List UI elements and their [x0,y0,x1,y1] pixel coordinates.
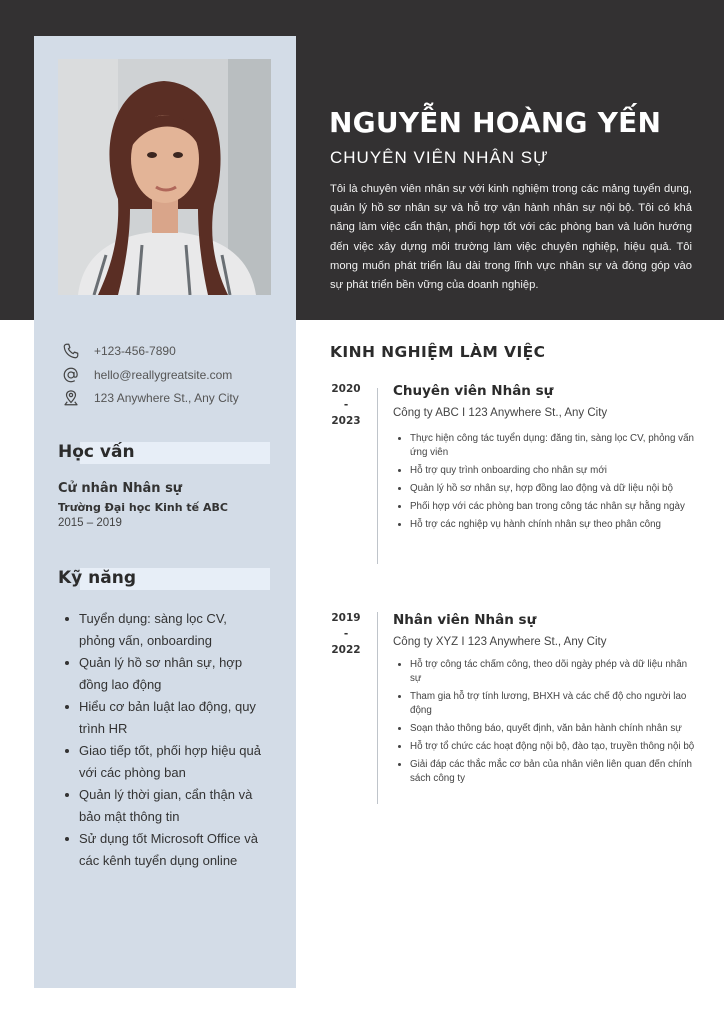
skills-list [62,608,262,872]
email-text: hello@reallygreatsite.com [94,368,233,382]
job-1-company: Công ty ABC I 123 Anywhere St., Any City [393,407,608,419]
duty-item: Giải đáp các thắc mắc cơ bản của nhân viên liên quan đến chính sách công ty [397,758,697,786]
skill-item: Hiểu cơ bản luật lao động, quy trình HR [62,696,262,740]
profile-summary: Tôi là chuyên viên nhân sự với kinh nghiệm trong các mảng tuyển dụng, quản lý hồ sơ nhân sự và hỗ trợ vận hành nhân sự nội bộ. Tôi có khả năng làm việc cẩn thận, phối hợp tốt với các phòng ban và luôn hướng đến việc xây dựng môi trường làm việc chuyên nghiệp, hiệu quả. Tôi mong muốn phát triển lâu dài trong lĩnh vực nhân sự và đóng góp vào sự phát triển bền vững của doanh nghiệp. [330,183,692,292]
skill-item: Quản lý hồ sơ nhân sự, hợp đồng lao động [62,652,262,696]
experience-heading: KINH NGHIỆM LÀM VIỆC [330,343,546,361]
skill-item: Tuyển dụng: sàng lọc CV, phỏng vấn, onboarding [62,608,262,652]
candidate-role: CHUYÊN VIÊN NHÂN SỰ [330,148,549,167]
duty-item: Thực hiện công tác tuyển dụng: đăng tin, sàng lọc CV, phỏng vấn ứng viên [397,432,697,460]
job-1-duties [397,432,697,536]
duty-item: Quản lý hồ sơ nhân sự, hợp đồng lao động và dữ liệu nội bộ [397,482,697,496]
job-2-end-year: 2022 [331,644,361,656]
contact-address [62,388,282,408]
skills-heading: Kỹ năng [58,568,137,588]
duty-item: Hỗ trợ các nghiệp vụ hành chính nhân sự theo phân công [397,518,697,532]
address-text: 123 Anywhere St., Any City [94,391,239,405]
skill-item: Quản lý thời gian, cẩn thận và bảo mật thông tin [62,784,262,828]
phone-text: +123-456-7890 [94,344,176,358]
education-school: Trường Đại học Kinh tế ABC [58,501,228,514]
job-1-years [322,381,370,429]
contact-email [62,365,282,385]
duty-item: Soạn thảo thông báo, quyết định, văn bản hành chính nhân sự [397,722,697,736]
job-2-start-year: 2019 [331,612,361,624]
education-degree: Cử nhân Nhân sự [58,481,183,496]
job-1-timeline-line [377,388,378,564]
job-2-dash: - [343,628,349,640]
duty-item: Tham gia hỗ trợ tính lương, BHXH và các chế độ cho người lao động [397,690,697,718]
job-2-duties [397,658,697,790]
phone-icon [62,342,80,360]
duty-item: Hỗ trợ quy trình onboarding cho nhân sự mới [397,464,697,478]
education-heading: Học vấn [58,442,135,462]
job-2-timeline-line [377,612,378,804]
job-2-title: Nhân viên Nhân sự [393,612,537,628]
job-1-end-year: 2023 [331,415,361,427]
at-sign-icon [62,366,80,384]
profile-photo [58,59,271,295]
duty-item: Hỗ trợ công tác chấm công, theo dõi ngày phép và dữ liệu nhân sự [397,658,697,686]
job-2-years [322,610,370,658]
location-pin-icon [62,389,80,407]
job-1-start-year: 2020 [331,383,361,395]
skill-item: Sử dụng tốt Microsoft Office và các kênh tuyển dụng online [62,828,262,872]
candidate-name: NGUYỄN HOÀNG YẾN [329,106,662,139]
job-2-company: Công ty XYZ I 123 Anywhere St., Any City [393,636,607,648]
skill-item: Giao tiếp tốt, phối hợp hiệu quả với các phòng ban [62,740,262,784]
job-1-dash: - [343,399,349,411]
education-years: 2015 – 2019 [58,517,122,529]
duty-item: Hỗ trợ tổ chức các hoạt động nội bộ, đào tạo, truyền thông nội bộ [397,740,697,754]
job-1-title: Chuyên viên Nhân sự [393,383,554,399]
duty-item: Phối hợp với các phòng ban trong công tác nhân sự hằng ngày [397,500,697,514]
contact-phone [62,341,282,361]
